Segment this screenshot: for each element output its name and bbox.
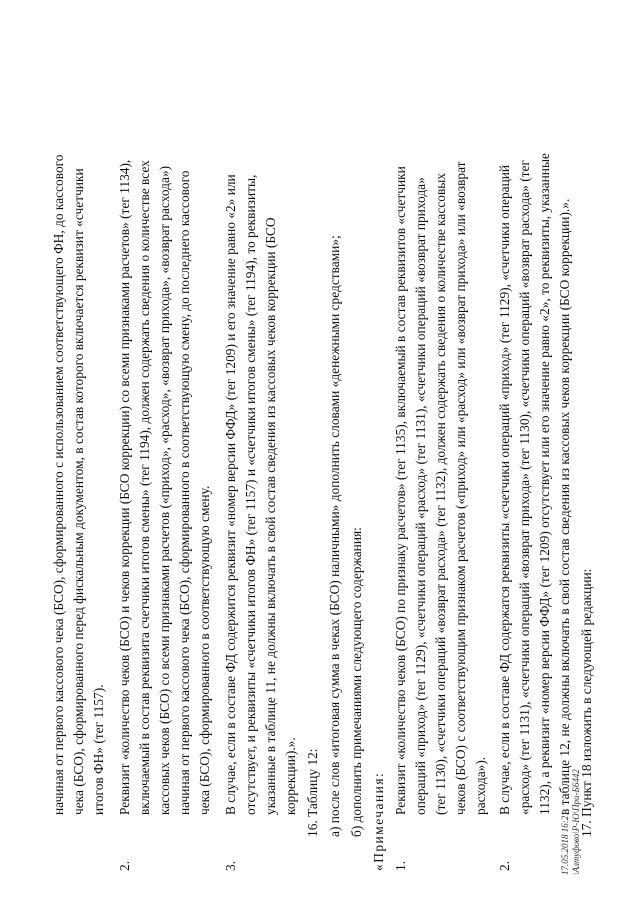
text-line: кассовых чеков (БСО) со всеми признаками расчетов («приход», «расход», «возврат прихода», «возврат расхода»): [157, 165, 172, 815]
text-line: Реквизит «количество чеков (БСО) и чеков коррекции (БСО коррекции) со всеми признаками расчетов» (тег 1134),: [117, 159, 132, 815]
text-line: 17. Пункт 18 изложить в следующей редакции:: [579, 568, 594, 837]
text-line: чека (БСО), сформированного перед фискальным документом, в состав которого включается реквизит «счетчики: [71, 167, 86, 815]
text-line: указанные в таблице 11, не должны включать в свой состав сведения из кассовых чеков коррекции (БСО: [263, 216, 278, 815]
print-stamp: [560, 769, 582, 875]
stamp-line: 17.05.2018 16:21: [560, 810, 570, 875]
text-line: «Примечания:: [371, 771, 386, 871]
text-line: операций «приход» (тег 1129), «счетчики операций «расход» (тег 1131), «счетчики операций «возврат прихода»: [413, 176, 428, 815]
text-line: отсутствует, и реквизиты «счетчики итогов ФН» (тег 1157) и «счетчики итогов смены» (тег 1194), то реквизиты,: [243, 174, 258, 815]
text-line: (тег 1130), «счетчики операций «возврат расхода» (тег 1132), должен содержать сведения о количестве кассовых: [433, 172, 448, 815]
text-line: чеков (БСО) с соответствующим признаком расчетов («приход» или «расход» или «возврат прихода» или «возврат: [453, 160, 468, 815]
text-line: б) дополнить примечаниями следующего содержания:: [349, 526, 364, 837]
text-line: итогов ФН» (тег 1157).: [91, 683, 106, 815]
text-line: В случае, если в составе ФД содержатся реквизиты «счетчики операций «приход» (тег 1129), «счетчики операций: [497, 164, 512, 815]
text-line: включаемый в состав реквизита счетчики итогов смены» (тег 1194), должен содержать сведения о количестве всех: [137, 159, 152, 815]
text-line: 1132), а реквизит «номер версии ФФД» (тег 1209) отсутствует или его значение равно «2», то реквизиты, указанные: [537, 152, 552, 815]
text-line: начиная от первого кассового чека (БСО), сформированного в соответствующую смену, до последнего кассового: [177, 170, 192, 815]
item-number: 2.: [497, 860, 512, 871]
text-line: коррекции).».: [283, 736, 298, 815]
text-line: чека (БСО), сформированного в соответствующую смену.: [197, 485, 212, 815]
document-text: [40, 23, 600, 883]
text-line: в таблице 12, не должны включать в свой состав сведения из кассовых чеков коррекции (БСО коррекции).».: [557, 198, 572, 815]
stamp-line: \Алтуфово\Р-Ю\При-Б6442: [571, 768, 581, 875]
item-number: 1.: [393, 860, 408, 871]
text-line: начиная от первого кассового чека (БСО), сформированного с использованием соответствующего ФН, до кассового: [51, 153, 66, 815]
item-number: 3.: [223, 860, 238, 871]
text-line: а) после слов «итоговая сумма в чеках (БСО) наличными» дополнить словами «денежными средствами»;: [327, 234, 342, 837]
item-number: 2.: [117, 860, 132, 871]
text-line: «расход» (тег 1131), «счетчики операций «возврат прихода» (тег 1130), «счетчики операций «возврат расхода» (тег: [517, 159, 532, 815]
text-line: В случае, если в составе ФД содержится реквизит «номер версии ФФД» (тег 1209) и его значение равно «2» или: [223, 173, 238, 815]
text-line: Реквизит «количество чеков (БСО) по признаку расчетов» (тег 1135), включаемый в состав реквизитов «счетчики: [393, 165, 408, 815]
document-page: [40, 23, 600, 883]
text-line: расхода»).: [473, 756, 488, 815]
text-line: 16. Таблицу 12:: [305, 747, 320, 837]
